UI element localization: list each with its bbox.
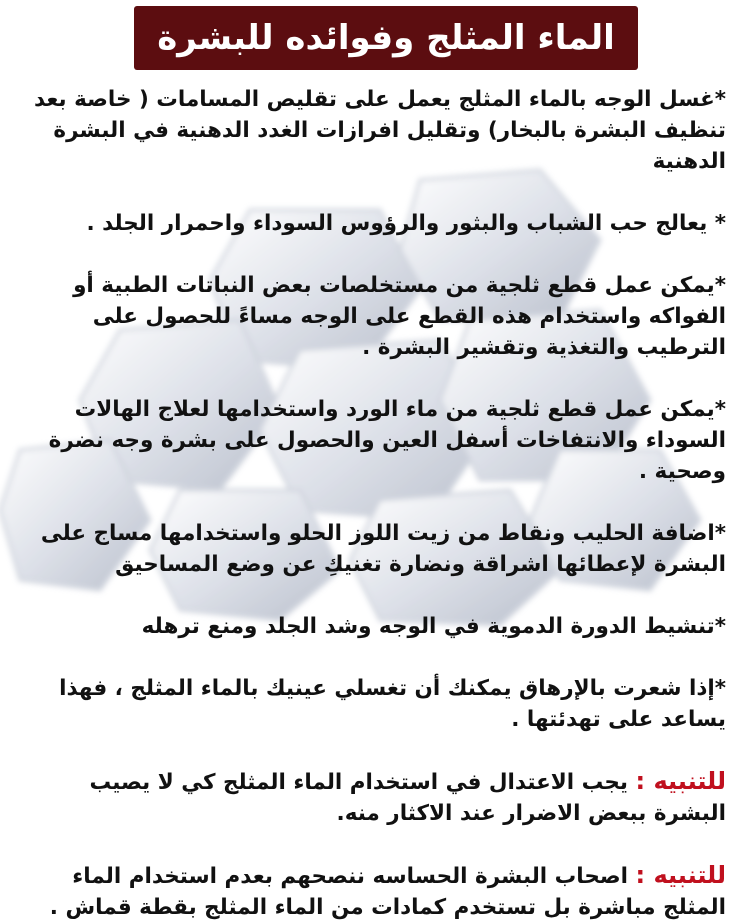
title-banner xyxy=(134,6,638,70)
warning-text: اصحاب البشرة الحساسه ننصحهم بعدم استخدام الماء المثلج مباشرة بل تستخدم كمادات من الماء المثلج بقطة قماش . xyxy=(49,864,726,920)
paragraph-circulation: *تنشيط الدورة الدموية في الوجه وشد الجلد ومنع ترهله xyxy=(141,614,726,639)
paragraph-rosewater-cubes: *يمكن عمل قطع ثلجية من ماء الورد واستخدامها لعلاج الهالات السوداء والانتفاخات أسفل العين والحصول على بشرة وجه نضرة وصحية . xyxy=(48,397,726,484)
article-body xyxy=(14,84,726,923)
warning-label: للتنبيه : xyxy=(635,767,726,795)
warning-label: للتنبيه : xyxy=(635,861,726,889)
warning-note-sensitive-skin xyxy=(14,860,726,923)
paragraph-milk-almond: *اضافة الحليب ونقاط من زيت اللوز الحلو واستخدامها مساج على البشرة لإعطائها اشراقة ونضارة تغنيكِ عن وضع المساحيق xyxy=(40,521,726,577)
paragraph-acne: * يعالج حب الشباب والبثور والرؤوس السوداء واحمرار الجلد . xyxy=(86,211,726,236)
page-title: الماء المثلج وفوائده للبشرة xyxy=(157,18,615,58)
warning-text: يجب الاعتدال في استخدام الماء المثلج كي لا يصيب البشرة ببعض الاضرار عند الاكثار منه. xyxy=(89,770,726,826)
warning-note-moderation xyxy=(14,766,726,829)
paragraph-herbal-cubes: *يمكن عمل قطع ثلجية من مستخلصات بعض النباتات الطبية أو الفواكه واستخدام هذه القطع على الوجه مساءً للحصول على الترطيب والتغذية وتقشير البشرة . xyxy=(73,273,726,360)
paragraph-pores: *غسل الوجه بالماء المثلج يعمل على تقليص المسامات ( خاصة بعد تنظيف البشرة بالبخار) وتقليل افرازات الغدد الدهنية في البشرة الدهنية xyxy=(34,87,726,174)
paragraph-tired-eyes: *إذا شعرت بالإرهاق يمكنك أن تغسلي عينيك بالماء المثلج ، فهذا يساعد على تهدئتها . xyxy=(59,676,726,732)
